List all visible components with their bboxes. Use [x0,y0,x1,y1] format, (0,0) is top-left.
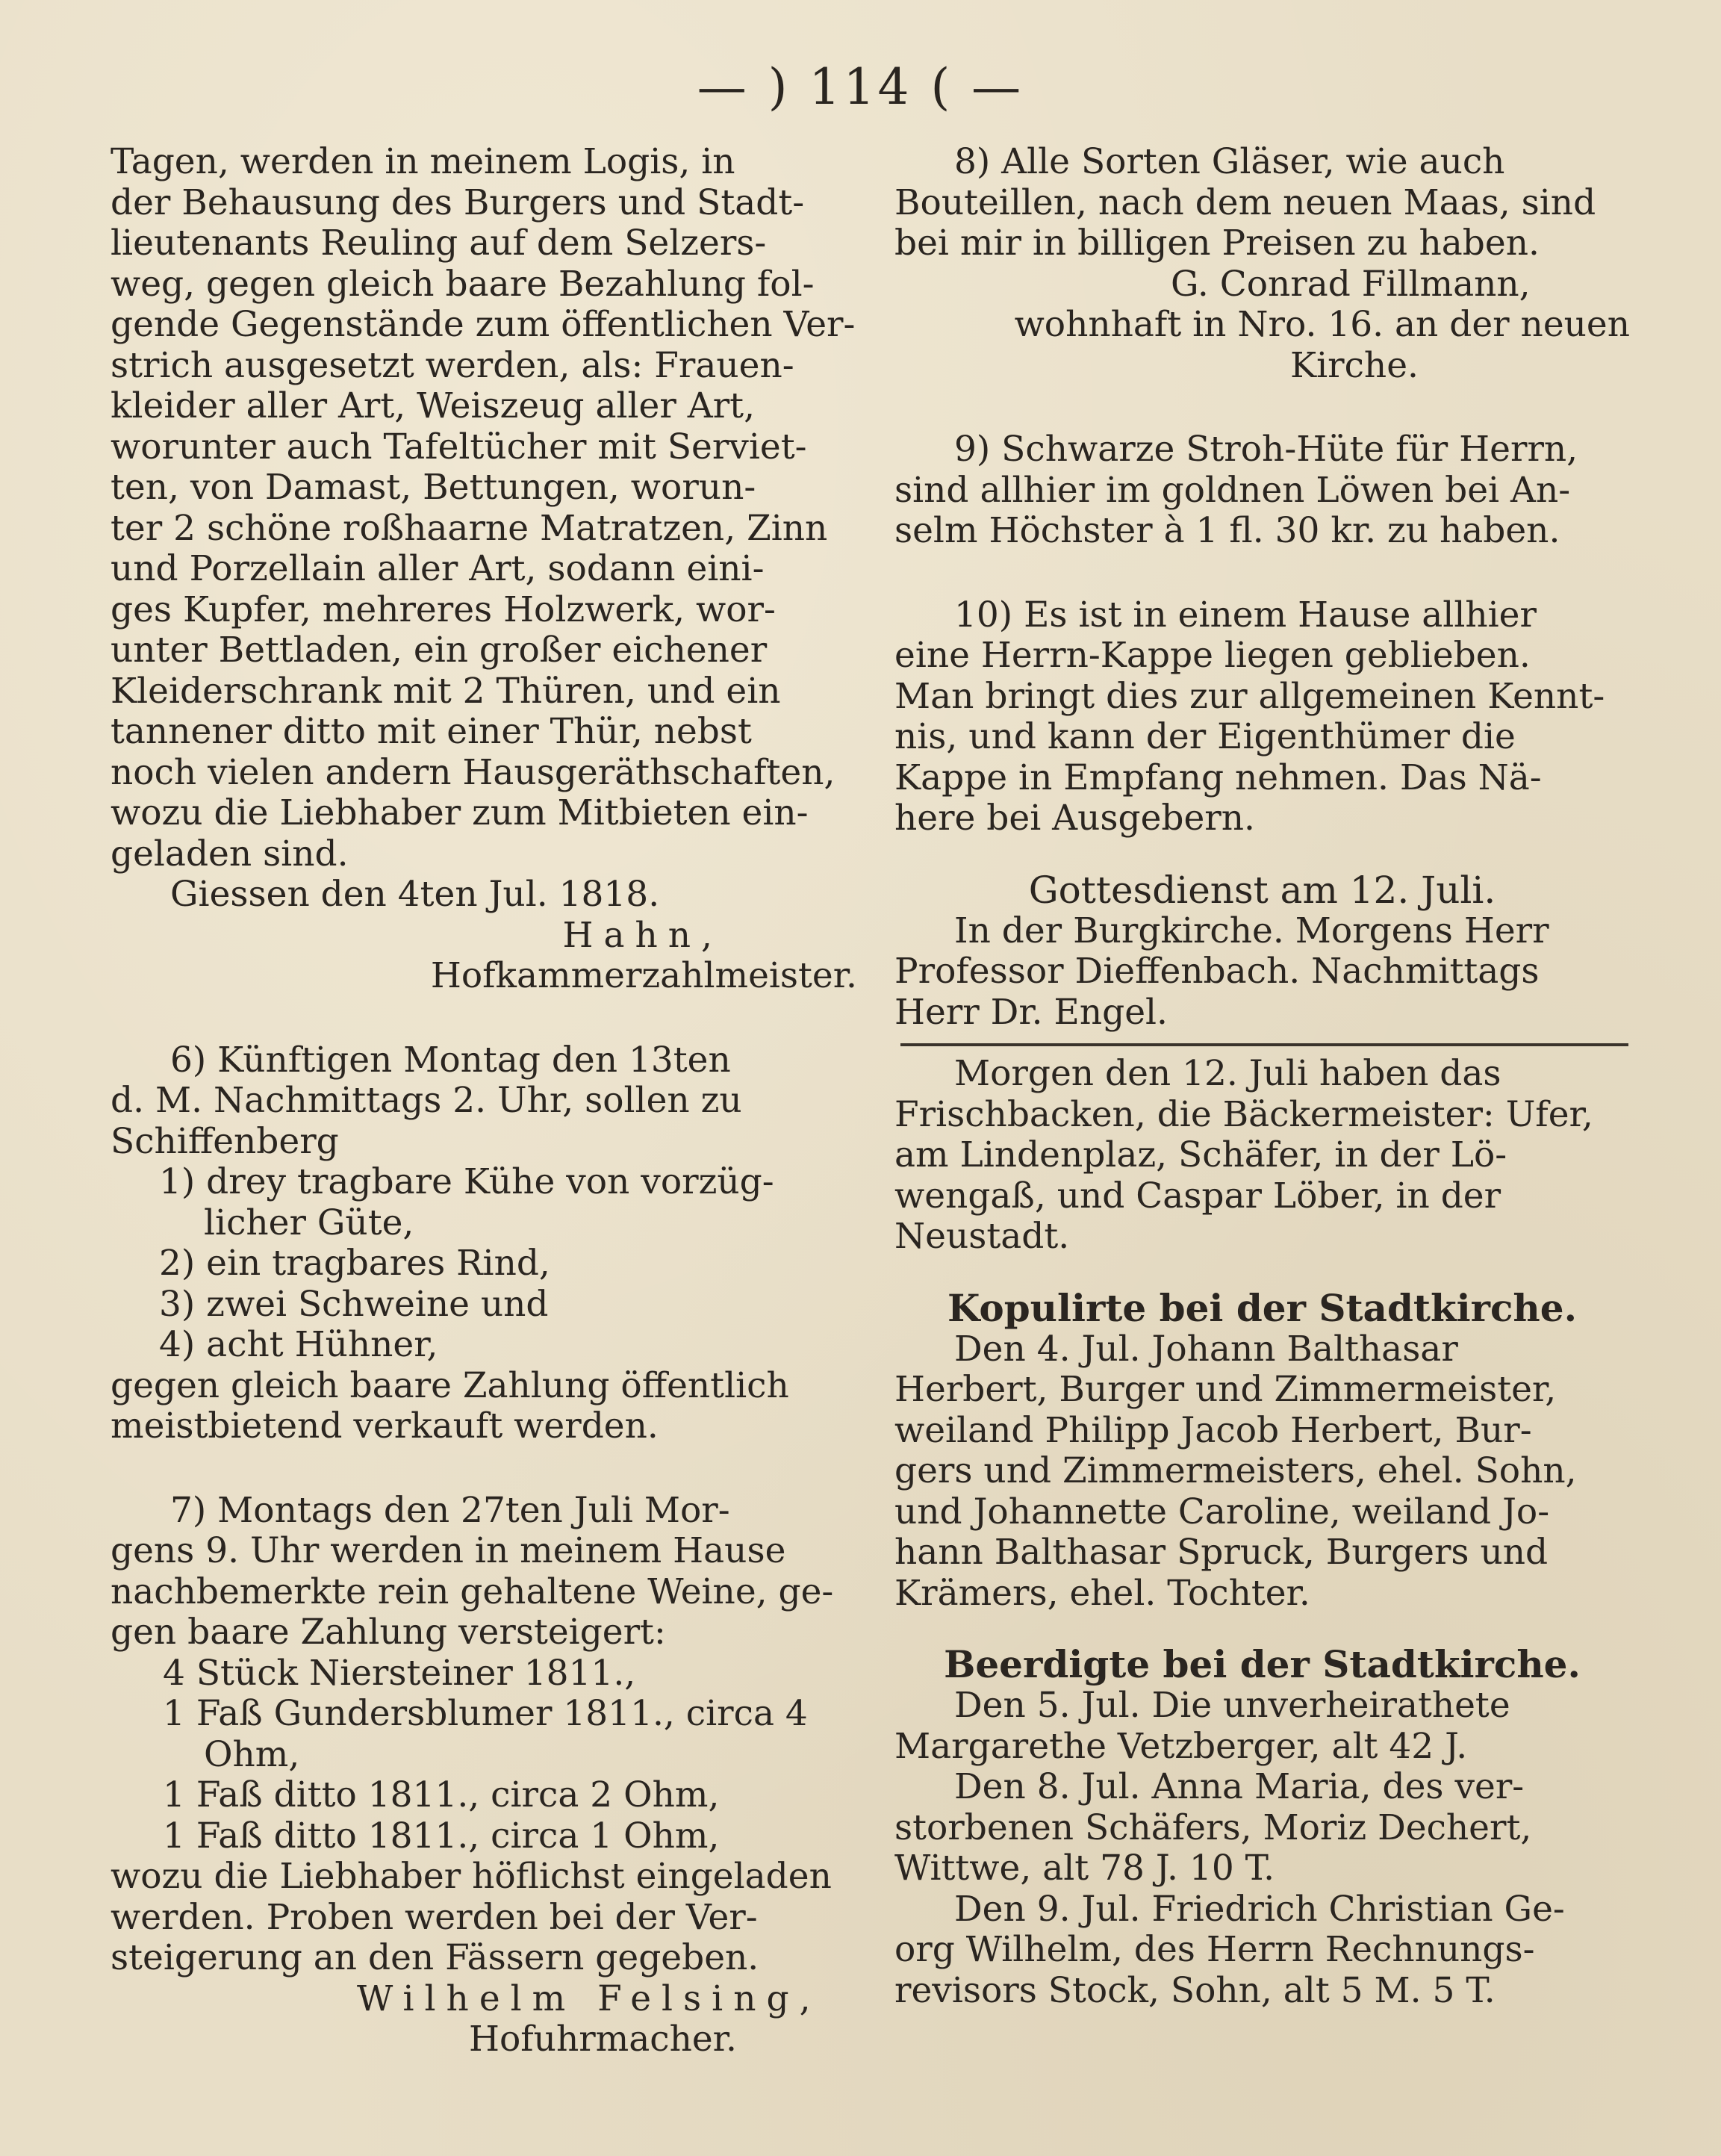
text-line: meistbietend verkauft werden. [111,1405,659,1447]
wine-item: 1 Faß ditto 1811., circa 1 Ohm, [163,1815,720,1857]
text-line: ter 2 schöne roßhaarne Matratzen, Zinn [111,507,828,549]
divider-rule [900,1043,1628,1046]
section-heading: Gottesdienst am 12. Juli. [1028,868,1496,912]
notice-7 [111,1491,857,2060]
text-line: 6) Künftigen Montag den 13ten [170,1039,731,1081]
text-line: steigerung an den Fässern gegeben. [111,1937,759,1978]
text-line: 9) Schwarze Stroh-Hüte für Herrn, [954,429,1578,470]
text-line: Den 4. Jul. Johann Balthasar [954,1328,1458,1370]
text-line: Schiffenberg [111,1120,339,1162]
text-line: gende Gegenstände zum öffentlichen Ver- [111,304,856,345]
signature-address: Kirche. [1290,344,1419,386]
notice-10 [894,595,1630,839]
list-item: 4) acht Hühner, [159,1324,438,1365]
text-line: ges Kupfer, mehreres Holzwerk, wor- [111,588,776,630]
text-line: unter Bettladen, ein großer eichener [111,630,768,671]
text-line: Professor Dieffenbach. Nachmittags [894,951,1540,992]
text-line: here bei Ausgebern. [894,798,1255,839]
text-line: weg, gegen gleich baare Bezahlung fol- [111,263,815,305]
text-line: der Behausung des Burgers und Stadt- [111,181,805,223]
text-line: 10) Es ist in einem Hause allhier [954,594,1537,636]
bakers-notice [894,1054,1630,1258]
signature-name: Wilhelm Felsing, [357,1978,821,2019]
text-line: Neustadt. [894,1216,1070,1257]
signature-title: Hofkammerzahlmeister. [430,955,857,996]
signature-name: G. Conrad Fillmann, [1171,263,1531,305]
church-service [894,869,1630,1034]
list-item-continued: licher Güte, [204,1202,414,1243]
signature-address: wohnhaft in Nro. 16. an der neuen [1014,304,1630,345]
text-line: storbenen Schäfers, Moriz Dechert, [894,1806,1532,1848]
section-heading: Kopulirte bei der Stadtkirche. [947,1285,1578,1330]
text-line: weiland Philipp Jacob Herbert, Bur- [894,1409,1532,1451]
text-line: nachbemerkte rein gehaltene Weine, ge- [111,1571,834,1612]
text-line: wozu die Liebhaber zum Mitbieten ein- [111,792,809,833]
text-line: Tagen, werden in meinem Logis, in [111,141,735,182]
text-line: geladen sind. [111,833,349,874]
list-item: 3) zwei Schweine und [159,1283,549,1325]
text-line: org Wilhelm, des Herrn Rechnungs- [894,1929,1535,1970]
text-line: Den 5. Jul. Die unverheirathete [954,1685,1510,1726]
text-line: Bouteillen, nach dem neuen Maas, sind [894,181,1596,223]
text-line: Den 9. Jul. Friedrich Christian Ge- [954,1888,1565,1930]
text-line: und Porzellain aller Art, sodann eini- [111,548,765,589]
list-item: 2) ein tragbares Rind, [159,1243,550,1284]
text-line: 8) Alle Sorten Gläser, wie auch [954,141,1505,182]
auction-notice-intro [111,142,857,997]
text-line: Wittwe, alt 78 J. 10 T. [894,1848,1275,1889]
text-line: wengaß, und Caspar Löber, in der [894,1175,1501,1217]
text-line: hann Balthasar Spruck, Burgers und [894,1532,1549,1573]
text-line: d. M. Nachmittags 2. Uhr, sollen zu [111,1080,742,1121]
notice-8 [894,142,1630,386]
signature-name: Hahn, [562,914,723,956]
text-line: Frischbacken, die Bäckermeister: Ufer, [894,1093,1593,1135]
text-line: selm Höchster à 1 fl. 30 kr. zu haben. [894,510,1560,551]
text-line: 7) Montags den 27ten Juli Mor- [170,1489,730,1531]
text-line: eine Herrn-Kappe liegen geblieben. [894,635,1531,676]
text-line: sind allhier im goldnen Löwen bei An- [894,469,1571,511]
text-line: Herbert, Burger und Zimmermeister, [894,1369,1557,1410]
text-line: tannener ditto mit einer Thür, nebst [111,711,752,752]
text-line: In der Burgkirche. Morgens Herr [954,910,1549,951]
text-line: Margarethe Vetzberger, alt 42 J. [894,1725,1468,1767]
text-line: Kleiderschrank mit 2 Thüren, und ein [111,670,781,712]
wine-item: 1 Faß ditto 1811., circa 2 Ohm, [163,1774,720,1815]
text-line: Kappe in Empfang nehmen. Das Nä- [894,757,1542,798]
text-line: ten, von Damast, Bettungen, worun- [111,467,756,508]
text-line: gers und Zimmermeisters, ehel. Sohn, [894,1450,1577,1491]
wine-item: 1 Faß Gundersblumer 1811., circa 4 [163,1693,808,1734]
section-heading: Beerdigte bei der Stadtkirche. [944,1642,1581,1686]
text-line: am Lindenplaz, Schäfer, in der Lö- [894,1134,1507,1175]
text-line: lieutenants Reuling auf dem Selzers- [111,223,767,264]
text-line: Herr Dr. Engel. [894,991,1168,1033]
burials [894,1644,1630,2011]
dateline: Giessen den 4ten Jul. 1818. [170,874,660,915]
wine-item: 4 Stück Niersteiner 1811., [163,1652,636,1694]
text-line: gen baare Zahlung versteigert: [111,1612,666,1653]
page-number: — ) 114 ( — [697,58,1024,116]
marriages [894,1287,1630,1615]
text-line: noch vielen andern Hausgeräthschaften, [111,751,835,793]
text-line: kleider aller Art, Weiszeug aller Art, [111,385,756,426]
right-column [894,142,1630,2011]
list-item: 1) drey tragbare Kühe von vorzüg- [159,1161,774,1202]
text-line: strich ausgesetzt werden, als: Frauen- [111,344,794,386]
notice-9 [894,429,1630,552]
text-line: Den 8. Jul. Anna Maria, des ver- [954,1766,1525,1807]
signature-title: Hofuhrmacher. [469,2019,737,2060]
text-line: wozu die Liebhaber höflichst eingeladen [111,1856,832,1897]
text-line: Morgen den 12. Juli haben das [954,1053,1501,1094]
text-line: gens 9. Uhr werden in meinem Hause [111,1530,786,1571]
left-column [111,142,857,2060]
text-line: Krämers, ehel. Tochter. [894,1572,1310,1614]
text-line: Man bringt dies zur allgemeinen Kennt- [894,675,1605,717]
text-line: nis, und kann der Eigenthümer die [894,716,1516,757]
text-line: bei mir in billigen Preisen zu haben. [894,223,1540,264]
text-line: worunter auch Tafeltücher mit Serviet- [111,426,807,467]
text-line: revisors Stock, Sohn, alt 5 M. 5 T. [894,1969,1496,2011]
text-line: gegen gleich baare Zahlung öffentlich [111,1364,789,1406]
text-line: und Johannette Caroline, weiland Jo- [894,1491,1550,1532]
wine-item-continued: Ohm, [204,1733,300,1775]
text-line: werden. Proben werden bei der Ver- [111,1896,758,1938]
notice-6 [111,1040,857,1447]
